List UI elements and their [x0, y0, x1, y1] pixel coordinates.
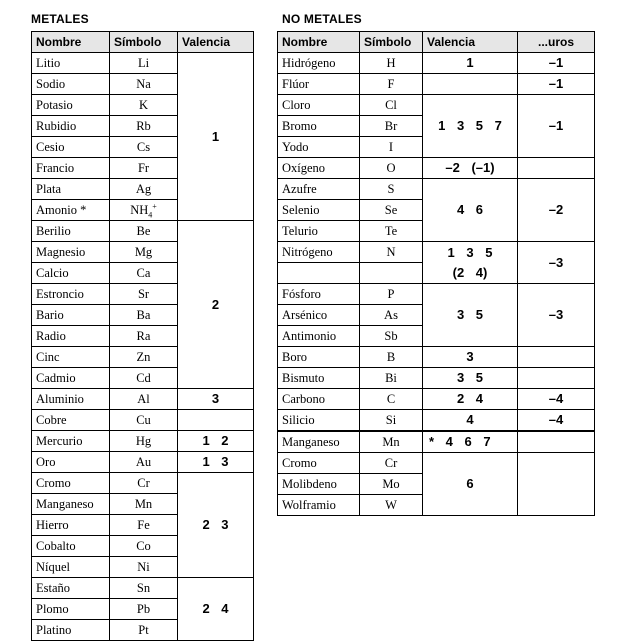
element-symbol-text: Mo — [382, 477, 400, 491]
element-symbol-text: K — [138, 98, 149, 112]
element-name: Estaño — [32, 578, 110, 599]
element-symbol-text: Cs — [136, 140, 151, 154]
header-valencia: Valencia — [178, 32, 254, 53]
element-symbol-text: Fe — [137, 518, 150, 532]
element-symbol-text: N — [386, 245, 396, 259]
table-row — [278, 432, 595, 453]
element-symbol — [110, 515, 178, 536]
element-symbol — [360, 158, 423, 179]
element-symbol-text: Ca — [136, 266, 151, 280]
element-name: Telurio — [278, 221, 360, 242]
element-valence: 2 4 — [178, 578, 254, 641]
element-name: Potasio — [32, 95, 110, 116]
element-name: Boro — [278, 347, 360, 368]
table-row — [32, 53, 254, 74]
element-symbol-text: Fr — [137, 161, 150, 175]
element-name: Carbono — [278, 389, 360, 410]
element-symbol-text: Li — [137, 56, 150, 70]
element-symbol-text: W — [385, 498, 397, 512]
element-uros-valence: –1 — [518, 95, 595, 158]
element-symbol-text: Ba — [136, 308, 151, 322]
table-row — [32, 431, 254, 452]
element-name: Cobre — [32, 410, 110, 431]
header-uros: ...uros — [518, 32, 595, 53]
element-symbol — [360, 179, 423, 200]
element-symbol — [360, 263, 423, 284]
element-symbol — [110, 116, 178, 137]
element-valence — [423, 242, 518, 284]
element-symbol-text: Cd — [136, 371, 151, 385]
transicion-table — [277, 431, 595, 516]
element-valence — [178, 410, 254, 431]
header-nombre: Nombre — [32, 32, 110, 53]
element-name: Cadmio — [32, 368, 110, 389]
element-symbol-text: Ra — [136, 329, 151, 343]
element-name: Antimonio — [278, 326, 360, 347]
element-symbol — [360, 53, 423, 74]
element-valence: 1 3 5 7 — [423, 95, 518, 158]
element-symbol-text: Ag — [135, 182, 152, 196]
metales-header-row — [32, 32, 254, 53]
element-symbol — [110, 326, 178, 347]
element-uros-valence: –1 — [518, 74, 595, 95]
element-valence: 1 — [423, 53, 518, 74]
element-name: Nitrógeno — [278, 242, 360, 263]
element-valence: 2 3 — [178, 473, 254, 578]
element-symbol — [360, 305, 423, 326]
element-valence: * 4 6 7 — [423, 432, 518, 453]
valence-line: 1 3 5 — [447, 244, 493, 260]
element-name: Sodio — [32, 74, 110, 95]
element-symbol-text: Pb — [136, 602, 151, 616]
table-row — [32, 221, 254, 242]
element-name: Hierro — [32, 515, 110, 536]
element-name: Cobalto — [32, 536, 110, 557]
element-name: Radio — [32, 326, 110, 347]
no-metales-table — [277, 31, 595, 431]
element-uros-valence: –4 — [518, 410, 595, 431]
element-name: Cromo — [32, 473, 110, 494]
element-name: Azufre — [278, 179, 360, 200]
element-uros-valence: –2 — [518, 179, 595, 242]
element-symbol — [360, 432, 423, 453]
element-uros-valence: –1 — [518, 53, 595, 74]
element-symbol — [110, 599, 178, 620]
element-name: Manganeso — [278, 432, 360, 453]
element-name: Litio — [32, 53, 110, 74]
element-valence: 4 6 — [423, 179, 518, 242]
element-uros-valence: –3 — [518, 284, 595, 347]
element-name: Aluminio — [32, 389, 110, 410]
element-symbol — [110, 347, 178, 368]
element-symbol-text: Cr — [384, 456, 398, 470]
element-symbol — [110, 179, 178, 200]
element-symbol — [110, 200, 178, 221]
element-symbol — [360, 221, 423, 242]
element-valence — [423, 74, 518, 95]
element-valence: 3 5 — [423, 368, 518, 389]
element-uros-valence — [518, 368, 595, 389]
no-metales-header-row — [278, 32, 595, 53]
symbol-subscript: 4 — [148, 210, 153, 220]
table-row — [278, 410, 595, 431]
element-valence: 4 — [423, 410, 518, 431]
element-symbol — [110, 95, 178, 116]
table-row — [278, 242, 595, 263]
element-name: Plomo — [32, 599, 110, 620]
element-symbol — [360, 410, 423, 431]
table-row — [278, 347, 595, 368]
element-name — [278, 263, 360, 284]
element-symbol-text: Br — [384, 119, 398, 133]
element-symbol — [110, 53, 178, 74]
element-symbol — [110, 452, 178, 473]
element-uros-valence — [518, 453, 595, 516]
element-name: Amonio * — [32, 200, 110, 221]
element-valence: 1 — [178, 53, 254, 221]
table-row — [32, 578, 254, 599]
element-symbol — [360, 242, 423, 263]
element-symbol — [110, 74, 178, 95]
element-symbol — [110, 242, 178, 263]
element-name: Bismuto — [278, 368, 360, 389]
element-symbol — [360, 74, 423, 95]
element-uros-valence — [518, 347, 595, 368]
element-name: Níquel — [32, 557, 110, 578]
element-symbol-text: B — [386, 350, 396, 364]
element-symbol — [110, 389, 178, 410]
valence-line: (2 4) — [452, 264, 488, 280]
element-symbol-text: Bi — [385, 371, 397, 385]
element-name: Mercurio — [32, 431, 110, 452]
element-symbol-text: Mg — [134, 245, 153, 259]
element-symbol — [110, 557, 178, 578]
element-symbol-text: H — [386, 56, 396, 70]
element-symbol — [360, 453, 423, 474]
element-symbol-text: Au — [135, 455, 152, 469]
element-name: Selenio — [278, 200, 360, 221]
element-valence: 1 2 — [178, 431, 254, 452]
element-symbol-text: Sb — [384, 329, 398, 343]
element-name: Platino — [32, 620, 110, 641]
element-symbol — [360, 389, 423, 410]
element-valence: –2 (–1) — [423, 158, 518, 179]
element-symbol-text: Be — [136, 224, 151, 238]
metales-title: METALES — [31, 12, 89, 26]
element-symbol-text: Sr — [137, 287, 150, 301]
element-name: Hidrógeno — [278, 53, 360, 74]
element-name: Cinc — [32, 347, 110, 368]
header-valencia: Valencia — [423, 32, 518, 53]
element-symbol — [360, 368, 423, 389]
element-name: Cromo — [278, 453, 360, 474]
element-symbol-text: Te — [384, 224, 398, 238]
element-symbol-text: Se — [384, 203, 398, 217]
element-symbol — [360, 284, 423, 305]
element-name: Francio — [32, 158, 110, 179]
element-valence: 3 — [178, 389, 254, 410]
element-symbol-text: Pt — [138, 623, 149, 637]
element-name: Magnesio — [32, 242, 110, 263]
element-name: Silicio — [278, 410, 360, 431]
element-symbol-text: As — [384, 308, 398, 322]
element-symbol-text: Cu — [136, 413, 151, 427]
element-name: Bromo — [278, 116, 360, 137]
element-valence: 1 3 — [178, 452, 254, 473]
element-symbol — [360, 137, 423, 158]
element-symbol-text: Zn — [136, 350, 151, 364]
element-symbol-text: Co — [136, 539, 151, 553]
element-name: Oro — [32, 452, 110, 473]
table-row — [32, 389, 254, 410]
table-row — [278, 389, 595, 410]
element-name: Estroncio — [32, 284, 110, 305]
table-row — [278, 179, 595, 200]
element-symbol-text: Cl — [385, 98, 397, 112]
element-uros-valence — [518, 432, 595, 453]
table-row — [32, 473, 254, 494]
element-symbol-text: C — [386, 392, 396, 406]
element-valence: 2 — [178, 221, 254, 389]
element-symbol-text: S — [387, 182, 395, 196]
element-symbol — [110, 368, 178, 389]
element-symbol — [110, 536, 178, 557]
element-symbol-text: P — [387, 287, 395, 301]
element-symbol — [360, 95, 423, 116]
element-symbol-text: F — [387, 77, 395, 91]
element-symbol — [110, 137, 178, 158]
table-row — [278, 53, 595, 74]
element-uros-valence: –4 — [518, 389, 595, 410]
header-nombre: Nombre — [278, 32, 360, 53]
table-row — [278, 95, 595, 116]
table-row — [278, 158, 595, 179]
element-symbol — [110, 263, 178, 284]
no-metales-title: NO METALES — [282, 12, 362, 26]
element-name: Berilio — [32, 221, 110, 242]
element-uros-valence — [518, 158, 595, 179]
element-name: Yodo — [278, 137, 360, 158]
element-symbol — [360, 116, 423, 137]
element-symbol — [110, 410, 178, 431]
element-name: Molibdeno — [278, 474, 360, 495]
element-symbol — [110, 158, 178, 179]
table-row — [278, 74, 595, 95]
element-name: Cloro — [278, 95, 360, 116]
element-name: Wolframio — [278, 495, 360, 516]
element-symbol — [110, 431, 178, 452]
element-symbol-text: Mn — [382, 435, 400, 449]
element-symbol-text: Rb — [136, 119, 151, 133]
table-row — [278, 284, 595, 305]
element-symbol-text: O — [386, 161, 396, 175]
element-symbol-text: Ni — [137, 560, 150, 574]
element-symbol-text: Sn — [136, 581, 151, 595]
element-symbol-text: Si — [385, 413, 397, 427]
table-row — [278, 453, 595, 474]
element-valence: 2 4 — [423, 389, 518, 410]
element-symbol — [360, 347, 423, 368]
header-simbolo: Símbolo — [110, 32, 178, 53]
element-symbol — [360, 326, 423, 347]
element-name: Calcio — [32, 263, 110, 284]
element-name: Cesio — [32, 137, 110, 158]
element-symbol — [110, 221, 178, 242]
element-name: Plata — [32, 179, 110, 200]
element-valence: 3 5 — [423, 284, 518, 347]
element-valence: 3 — [423, 347, 518, 368]
element-symbol-text: Al — [137, 392, 150, 406]
element-symbol — [110, 473, 178, 494]
element-symbol-text: Mn — [134, 497, 153, 511]
table-row — [32, 452, 254, 473]
element-valence: 6 — [423, 453, 518, 516]
element-name: Bario — [32, 305, 110, 326]
element-name: Rubidio — [32, 116, 110, 137]
element-symbol — [360, 495, 423, 516]
element-name: Arsénico — [278, 305, 360, 326]
table-row — [32, 410, 254, 431]
metales-table — [31, 31, 254, 641]
element-symbol — [110, 305, 178, 326]
element-symbol-text: Na — [136, 77, 151, 91]
element-name: Fósforo — [278, 284, 360, 305]
element-symbol — [110, 494, 178, 515]
element-name: Flúor — [278, 74, 360, 95]
element-symbol-text: Hg — [135, 434, 152, 448]
element-name: Oxígeno — [278, 158, 360, 179]
element-symbol — [360, 474, 423, 495]
header-simbolo: Símbolo — [360, 32, 423, 53]
element-symbol-text: I — [388, 140, 394, 154]
element-uros-valence: –3 — [518, 242, 595, 284]
element-name: Manganeso — [32, 494, 110, 515]
element-symbol — [110, 284, 178, 305]
element-symbol-text: Cr — [137, 476, 150, 490]
symbol-superscript: + — [152, 201, 157, 211]
element-symbol — [110, 578, 178, 599]
table-row — [278, 368, 595, 389]
element-symbol-text: NH — [130, 203, 149, 217]
element-symbol — [360, 200, 423, 221]
